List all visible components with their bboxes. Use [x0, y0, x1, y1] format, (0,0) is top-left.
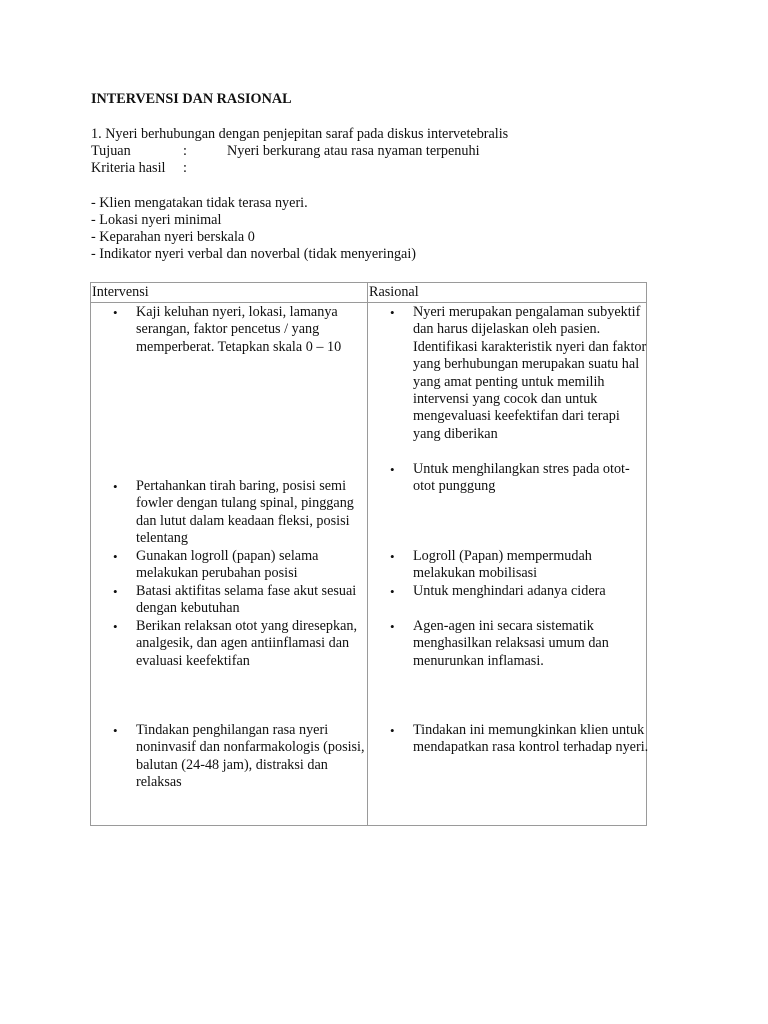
kriteria-label: Kriteria hasil	[91, 160, 166, 176]
bullet-icon: •	[113, 305, 118, 320]
rasional-text: Untuk menghindari adanya cidera	[413, 583, 606, 599]
bullet-icon: •	[390, 305, 395, 320]
rasional-text: Logroll (Papan) mempermudah melakukan mobilisasi	[413, 548, 592, 582]
intervensi-item	[113, 478, 368, 548]
bullet-icon: •	[113, 479, 118, 494]
rasional-item	[390, 461, 649, 496]
rasional-text: Agen-agen ini secara sistematik menghasilkan relaksasi umum dan menurunkan inflamasi.	[413, 618, 609, 669]
kriteria-line	[91, 160, 187, 177]
tujuan-line	[91, 143, 480, 160]
criteria-item: - Lokasi nyeri minimal	[91, 212, 222, 228]
intervensi-text: Gunakan logroll (papan) selama melakukan perubahan posisi	[136, 548, 319, 582]
intervensi-item	[113, 583, 368, 618]
table-header-row	[91, 283, 647, 303]
rasional-text: Untuk menghilangkan stres pada otot-otot punggung	[413, 461, 630, 495]
intervensi-item	[113, 722, 368, 792]
diagnosis-line: 1. Nyeri berhubungan dengan penjepitan saraf pada diskus intervetebralis	[91, 126, 509, 142]
bullet-icon: •	[390, 619, 395, 634]
rasional-cell	[368, 303, 647, 826]
kriteria-colon: :	[183, 160, 187, 176]
tujuan-value: Nyeri berkurang atau rasa nyaman terpenuhi	[227, 143, 480, 159]
table-body-row	[91, 303, 647, 826]
header-intervensi: Intervensi	[91, 283, 368, 303]
intervensi-item	[113, 304, 368, 356]
criteria-item: - Keparahan nyeri berskala 0	[91, 229, 255, 245]
intervensi-text: Pertahankan tirah baring, posisi semi fowler dengan tulang spinal, pinggang dan lutut dalam keadaan fleksi, posisi telentang	[136, 478, 354, 547]
rasional-item	[390, 548, 649, 583]
intervensi-text: Tindakan penghilangan rasa nyeri noninvasif dan nonfarmakologis (posisi, balutan (24-48 jam), distraksi dan relaksas	[136, 722, 365, 791]
bullet-icon: •	[113, 723, 118, 738]
intervensi-item	[113, 618, 368, 670]
document-title: INTERVENSI DAN RASIONAL	[91, 91, 292, 107]
rasional-text: Nyeri merupakan pengalaman subyektif dan harus dijelaskan oleh pasien. Identifikasi karakteristik nyeri dan faktor yang berhubungan merupakan suatu hal yang amat penting untuk memilih intervensi yang cocok dan untuk mengevaluasi keefektifan dari terapi yang diberikan	[413, 304, 647, 442]
bullet-icon: •	[390, 584, 395, 599]
header-rasional: Rasional	[368, 283, 647, 303]
bullet-icon: •	[390, 549, 395, 564]
rasional-item	[390, 304, 649, 443]
bullet-icon: •	[390, 723, 395, 738]
rasional-item	[390, 722, 649, 757]
rasional-item	[390, 583, 649, 600]
intervensi-text: Kaji keluhan nyeri, lokasi, lamanya serangan, faktor pencetus / yang memperberat. Tetapkan skala 0 – 10	[136, 304, 342, 355]
rasional-item	[390, 618, 649, 670]
criteria-item: - Klien mengatakan tidak terasa nyeri.	[91, 195, 308, 211]
bullet-icon: •	[113, 619, 118, 634]
tujuan-label: Tujuan	[91, 143, 131, 159]
intervensi-item	[113, 548, 368, 583]
intervensi-text: Berikan relaksan otot yang diresepkan, analgesik, dan agen antiinflamasi dan evaluasi keefektifan	[136, 618, 358, 669]
bullet-icon: •	[113, 549, 118, 564]
tujuan-colon: :	[183, 143, 187, 159]
intervensi-text: Batasi aktifitas selama fase akut sesuai dengan kebutuhan	[136, 583, 357, 617]
bullet-icon: •	[390, 462, 395, 477]
rasional-text: Tindakan ini memungkinkan klien untuk mendapatkan rasa kontrol terhadap nyeri.	[413, 722, 649, 756]
criteria-item: - Indikator nyeri verbal dan noverbal (tidak menyeringai)	[91, 246, 417, 262]
intervensi-cell	[91, 303, 368, 826]
bullet-icon: •	[113, 584, 118, 599]
intervensi-rasional-table	[90, 282, 647, 826]
